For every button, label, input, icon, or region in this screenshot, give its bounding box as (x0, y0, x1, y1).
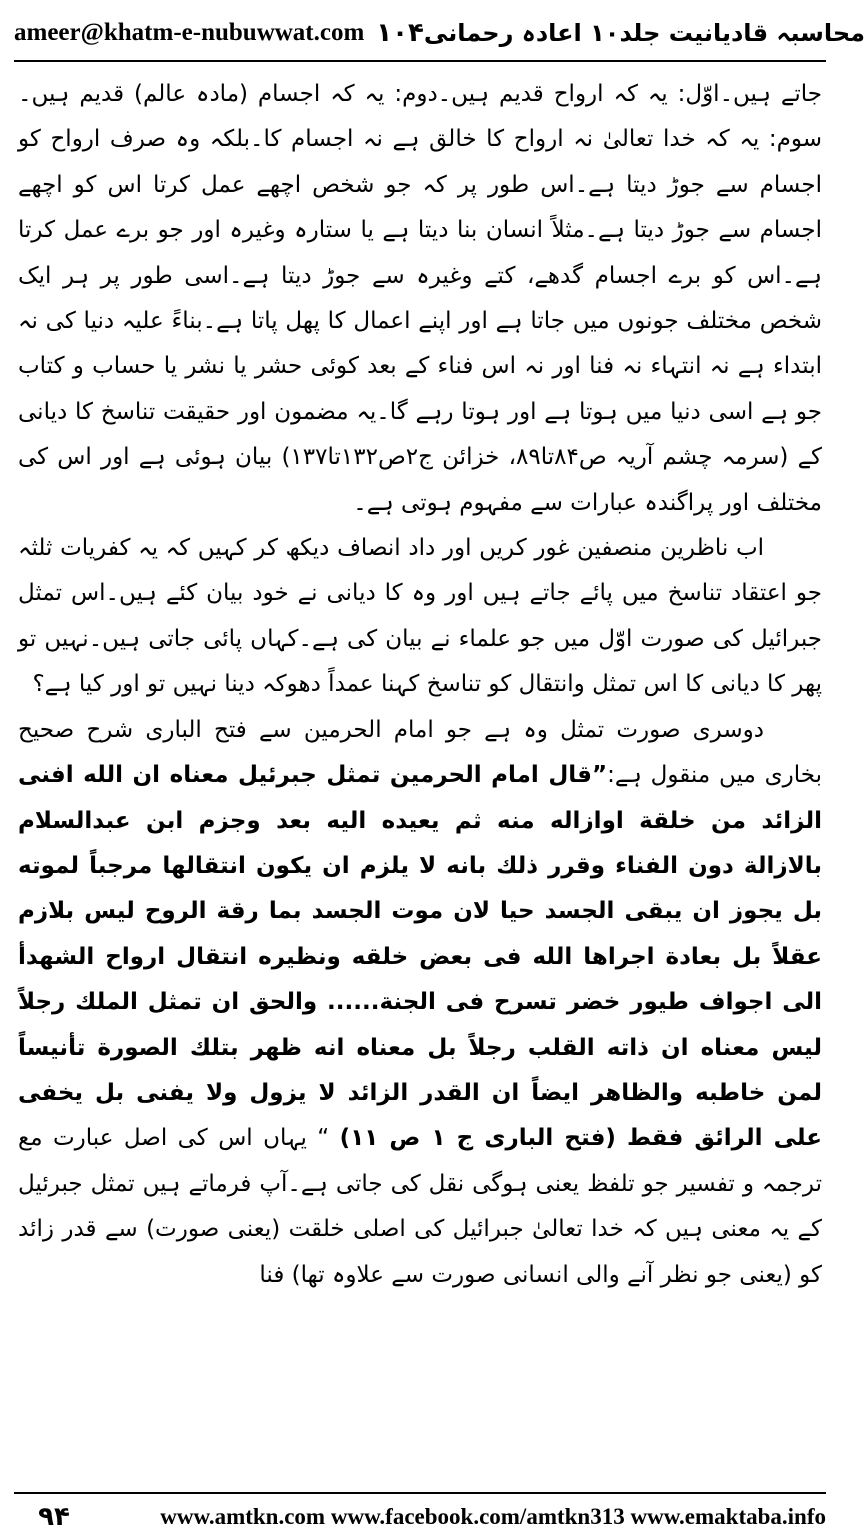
arabic-quote: ”قال امام الحرمين تمثل جبرئيل معناه ان الله افنى الزائد من خلقة اوازاله منه ثم يعيده اليه بعد وجزم ابن عبدالسلام بالازالة دون الفناء وقرر ذلك بانه لا يلزم ان يكون انتقالها مرجباً لموته بل يجوز ان يبقى الجسد حيا لان موت الجسد بما رقة الروح ليس بلازم عقلاً بل بعادة اجراها الله فى بعض خلقه ونظيره انتقال ارواح الشهدأ الى اجواف طيور خضر تسرح فى الجنة...... والحق ان تمثل الملك رجلاً ليس معناه ان ذاته القلب رجلاً بل معناه انه ظهر بتلك الصورة تأنيساً لمن خاطبه والظاهر ايضاً ان القدر الزائد لا يزول ولا يفنى بل يخفى على الرائق فقط (فتح البارى ج ۱ ص ۱۱) (18, 762, 822, 1152)
header-page-number: ۱۰۴ (376, 18, 424, 48)
page-body (18, 72, 822, 1482)
header-email[interactable]: ameer@khatm-e-nubuwwat.com (14, 19, 365, 46)
footer-page-number: ۹۴ (38, 1502, 70, 1532)
page-footer (14, 1500, 826, 1534)
footer-links[interactable]: www.amtkn.com www.facebook.com/amtkn313 www.emaktaba.info (160, 1504, 826, 1529)
header-divider (14, 60, 826, 62)
quote-translation: “ یہاں اس کی اصل عبارت مع ترجمہ و تفسیر جو تلفظ یعنی ہوگی نقل کی جاتی ہے۔آپ فرماتے ہیں تمثل جبرئیل کے یہ معنی ہیں کہ خدا تعالیٰ جبرائیل کی اصلی خلقت (یعنی صورت) سے قدر زائد کو (یعنی جو نظر آنے والی انسانی صورت سے علاوہ تھا) فنا (18, 1125, 822, 1288)
body-paragraph: جاتے ہیں۔اوّل: یہ کہ ارواح قدیم ہیں۔دوم: یہ کہ اجسام (مادہ عالم) قدیم ہیں۔سوم: یہ کہ خدا تعالیٰ نہ ارواح کا خالق ہے نہ اجسام کا۔بلکہ وہ صرف ارواح کو اجسام سے جوڑ دیتا ہے۔اس طور پر کہ جو شخص اچھے عمل کرتا اس کو اچھے اجسام سے جوڑ دیتا ہے۔مثلاً انسان بنا دیتا ہے یا ستارہ وغیرہ اور جو برے عمل کرتا ہے۔اس کو برے اجسام گدھے، کتے وغیرہ سے جوڑ دیتا ہے۔اسی طور پر ہر ایک شخص مختلف جونوں میں جاتا ہے اور اپنے اعمال کا پھل پاتا ہے۔بناءً علیہ دنیا کی نہ ابتداء ہے نہ انتہاء نہ فنا اور نہ اس فناء کے بعد کوئی حشر یا نشر یا حساب و کتاب جو ہے اسی دنیا میں ہوتا ہے اور ہوتا رہے گا۔یہ مضمون اور حقیقت تناسخ کا دیانی کے (سرمہ چشم آریہ ص۸۴تا۸۹، خزائن ج۲ص۱۳۲تا۱۳۷) بیان ہوئی ہے اور اس کی مختلف اور پراگندہ عبارات سے مفہوم ہوتی ہے۔ (18, 81, 822, 516)
quote-intro: دوسری صورت تمثل وہ ہے جو امام الحرمین سے فتح الباری شرح صحیح بخاری میں منقول ہے: (18, 716, 822, 789)
footer-divider (14, 1492, 826, 1494)
body-paragraph: اب ناظرین منصفین غور کریں اور داد انصاف دیکھ کر کہیں کہ یہ کفریات ثلثہ جو اعتقاد تناسخ میں پائے جاتے ہیں اور وہ کا دیانی نے خود بیان کئے ہیں۔اس تمثل جبرائیل کی صورت اوّل میں جو علماء نے بیان کی ہے۔کہاں پائی جاتی ہیں۔نہیں تو پھر کا دیانی کا اس تمثل وانتقال کو تناسخ کہنا عمداً دھوکہ دینا نہیں تو اور کیا ہے؟ (18, 535, 822, 698)
body-paragraph (18, 708, 822, 1298)
page-header (14, 8, 865, 58)
header-book-title: محاسبہ قادیانیت جلد۱۰ اعادہ رحمانی (423, 19, 865, 47)
